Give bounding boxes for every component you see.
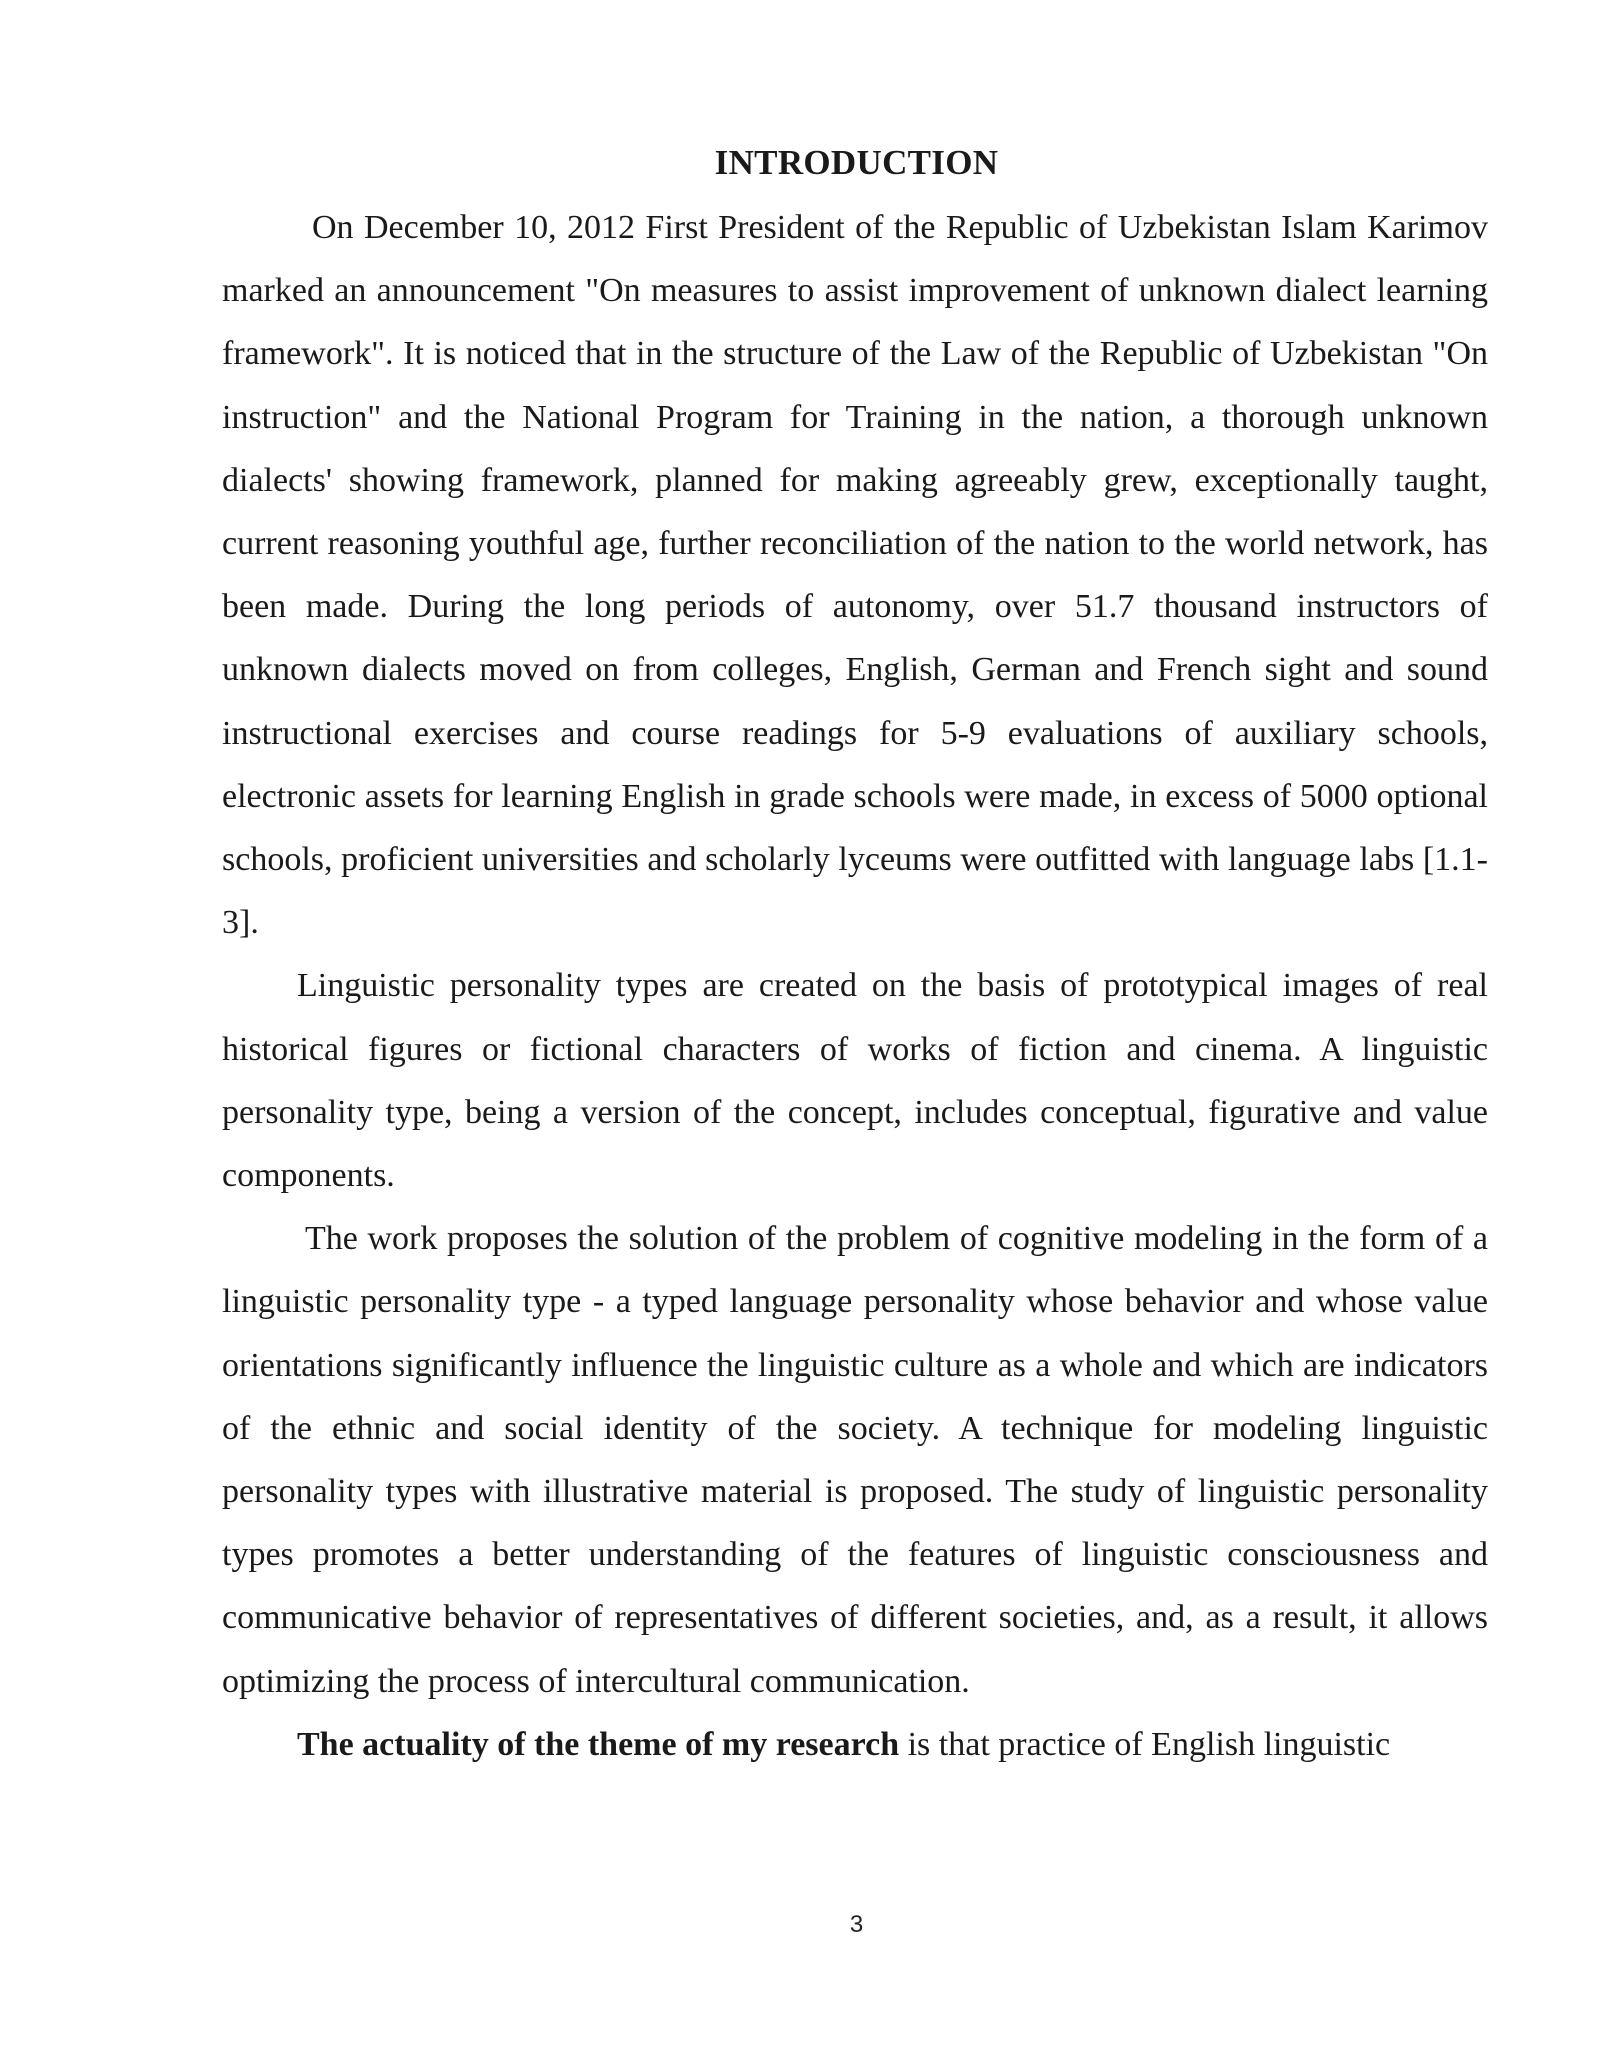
paragraph-linguistic-personality-types: Linguistic personality types are created on the basis of prototypical images of real historical figures or fictional characters of works of fiction and cinema. A linguistic personality type, being a version of the concept, includes conceptual, figurative and value components.: [222, 967, 1488, 1195]
actuality-text: is that practice of English linguistic: [899, 1725, 1391, 1763]
page-number: 3: [849, 1911, 864, 1938]
paragraph-actuality: [222, 1713, 1488, 1776]
page-title: INTRODUCTION: [714, 143, 999, 182]
paragraph-presidential-decree: On December 10, 2012 First President of the Republic of Uzbekistan Islam Karimov marked an announcement "On measures to assist improvement of unknown dialect learning framework". It is noticed that in the structure of the Law of the Republic of Uzbekistan "On instruction" and the National Program for Training in the nation, a thorough unknown dialects' showing framework, planned for making agreeably grew, exceptionally taught, current reasoning youthful age, further reconciliation of the nation to the world network, has been made. During the long periods of autonomy, over 51.7 thousand instructors of unknown dialects moved on from colleges, English, German and French sight and sound instructional exercises and course readings for 5-9 evaluations of auxiliary schools, electronic assets for learning English in grade schools were made, in excess of 5000 optional schools, proficient universities and scholarly lyceums were outfitted with language labs [1.1-3].: [222, 209, 1488, 942]
actuality-bold-lead: The actuality of the theme of my research: [297, 1725, 900, 1763]
paragraph-cognitive-modeling: The work proposes the solution of the problem of cognitive modeling in the form of a linguistic personality type - a typed language personality whose behavior and whose value orientations significantly influence the linguistic culture as a whole and which are indicators of the ethnic and social identity of the society. A technique for modeling linguistic personality types with illustrative material is proposed. The study of linguistic personality types promotes a better understanding of the features of linguistic consciousness and communicative behavior of representatives of different societies, and, as a result, it allows optimizing the process of intercultural communication.: [222, 1220, 1488, 1700]
document-body: [222, 196, 1488, 1776]
